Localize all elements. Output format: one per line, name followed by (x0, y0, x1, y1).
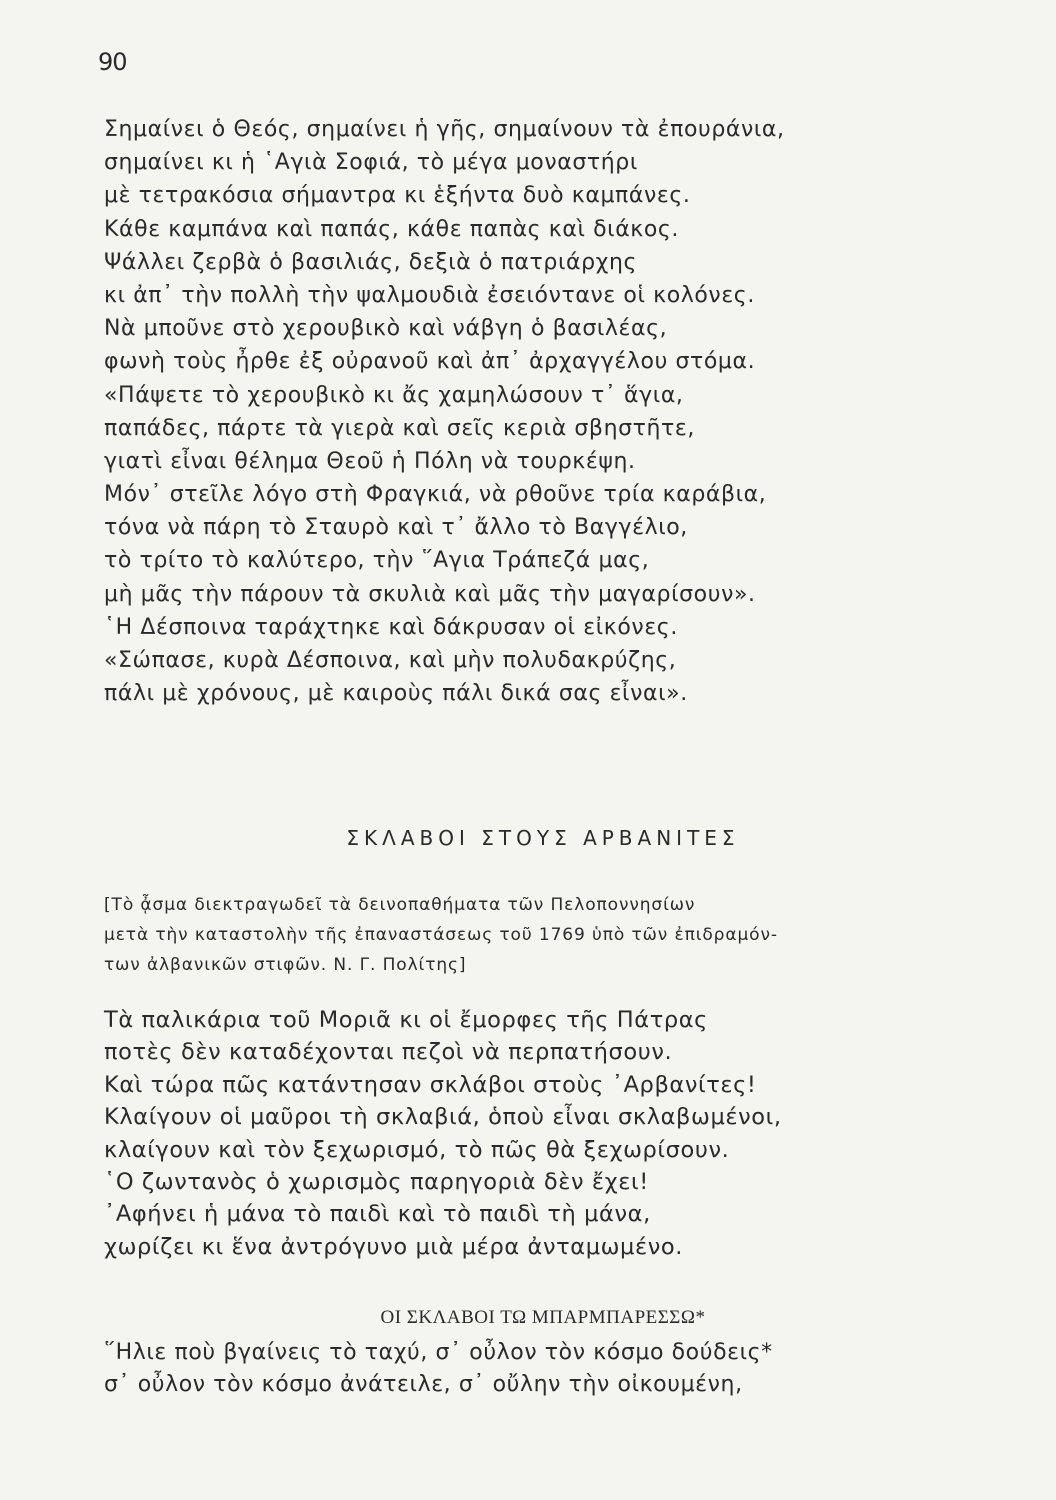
verse-line: Τὰ παλικάρια τοῦ Μοριᾶ κι οἱ ἔμορφες τῆς Πάτρας (104, 1007, 708, 1033)
verse-line: Μόν᾽ στεῖλε λόγο στὴ Φραγκιά, νὰ ρθοῦνε τρία καράβια, (104, 482, 767, 508)
verse-line: Κάθε καμπάνα καὶ παπάς, κάθε παπὰς καὶ διάκος. (104, 216, 680, 242)
verse-line: γιατὶ εἶναι θέλημα Θεοῦ ἡ Πόλη νὰ τουρκέψη. (104, 448, 636, 474)
verse-line: Καὶ τώρα πῶς κατάντησαν σκλάβοι στοὺς ᾿Αρβανίτες! (104, 1071, 757, 1098)
verse-line: κι ἀπ᾽ τὴν πολλὴ τὴν ψαλμουδιὰ ἐσειόντανε οἱ κολόνες. (104, 282, 755, 308)
page-number: 90 (98, 48, 127, 76)
verse-line: παπάδες, πάρτε τὰ γιερὰ καὶ σεῖς κεριὰ σβηστῆτε, (104, 415, 695, 441)
verse-line: μὲ τετρακόσια σήμαντρα κι ἑξήντα δυὸ καμπάνες. (104, 183, 691, 209)
verse-line: «Σώπασε, κυρὰ Δέσποινα, καὶ μὴν πολυδακρύζης, (104, 648, 677, 673)
verse-line: Ψάλλει ζερβὰ ὁ βασιλιάς, δεξιὰ ὁ πατριάρχης (104, 249, 638, 275)
note-line: των ἀλβανικῶν στιφῶν. Ν. Γ. Πολίτης] (104, 955, 467, 975)
verse-line: ᾿Αφήνει ἡ μάνα τὸ παιδὶ καὶ τὸ παιδὶ τὴ μάνα, (104, 1201, 651, 1228)
verse-line: ποτὲς δὲν καταδέχονται πεζοὶ νὰ περπατήσουν. (104, 1039, 673, 1066)
editorial-note (104, 890, 944, 980)
verse-line: φωνὴ τοὺς ἦρθε ἐξ οὐρανοῦ καὶ ἀπ᾽ ἀρχαγγέλου στόμα. (104, 349, 756, 375)
verse-line: τόνα νὰ πάρη τὸ Σταυρὸ καὶ τ᾽ ἄλλο τὸ Βαγγέλιο, (104, 515, 688, 541)
verse-line: Σημαίνει ὁ Θεός, σημαίνει ἡ γῆς, σημαίνουν τὰ ἐπουράνια, (104, 117, 785, 142)
verse-line: Κλαίγουν οἱ μαῦροι τὴ σκλαβιά, ὁποὺ εἶναι σκλαβωμένοι, (104, 1104, 782, 1131)
poem-sklavoi-arvanites (104, 1004, 934, 1263)
poem-sklavoi-barbaresso (104, 1337, 934, 1401)
section-heading: ΣΚΛΑΒΟΙ ΣΤΟΥΣ ΑΡΒΑΝΙΤΕΣ (346, 826, 740, 850)
note-line: [Τὸ ᾆσμα διεκτραγωδεῖ τὰ δεινοπαθήματα τῶν Πελοποννησίων (104, 895, 696, 915)
verse-line: τὸ τρίτο τὸ καλύτερο, τὴν ῞Αγια Τράπεζά μας, (104, 548, 650, 574)
section-heading: ΟΙ ΣΚΛΑΒΟΙ ΤΩ ΜΠΑΡΜΠΑΡΕΣΣΩ* (380, 1307, 706, 1328)
note-line: μετὰ τὴν καταστολὴν τῆς ἐπαναστάσεως τοῦ 1769 ὑπὸ τῶν ἐπιδραμόν- (104, 925, 778, 945)
verse-line: χωρίζει κι ἕνα ἀντρόγυνο μιὰ μέρα ἀνταμωμένο. (104, 1233, 684, 1260)
verse-line: πάλι μὲ χρόνους, μὲ καιροὺς πάλι δικά σας εἶναι». (104, 681, 688, 707)
verse-line: Νὰ μποῦνε στὸ χερουβικὸ καὶ νάβγη ὁ βασιλέας, (104, 316, 668, 342)
verse-line: μὴ μᾶς τὴν πάρουν τὰ σκυλιὰ καὶ μᾶς τὴν μαγαρίσουν». (104, 581, 756, 607)
verse-line: σημαίνει κι ἡ ῾Αγιὰ Σοφιά, τὸ μέγα μοναστήρι (104, 150, 638, 176)
verse-line: ῾Ο ζωντανὸς ὁ χωρισμὸς παρηγοριὰ δὲν ἔχει! (104, 1168, 649, 1195)
poem-agia-sofia (104, 113, 934, 710)
verse-line: ῞Ηλιε ποὺ βγαίνεις τὸ ταχύ, σ᾽ οὖλον τὸν κόσμο δούδεις* (104, 1340, 773, 1365)
verse-line: σ᾽ οὖλον τὸν κόσμο ἀνάτειλε, σ᾽ οὔλην τὴν οἰκουμένη, (104, 1372, 743, 1397)
verse-line: ῾Η Δέσποινα ταράχτηκε καὶ δάκρυσαν οἱ εἰκόνες. (104, 614, 678, 640)
verse-line: «Πάψετε τὸ χερουβικὸ κι ἄς χαμηλώσουν τ᾽ ἅγια, (104, 382, 684, 408)
verse-line: κλαίγουν καὶ τὸν ξεχωρισμό, τὸ πῶς θὰ ξεχωρίσουν. (104, 1136, 730, 1163)
